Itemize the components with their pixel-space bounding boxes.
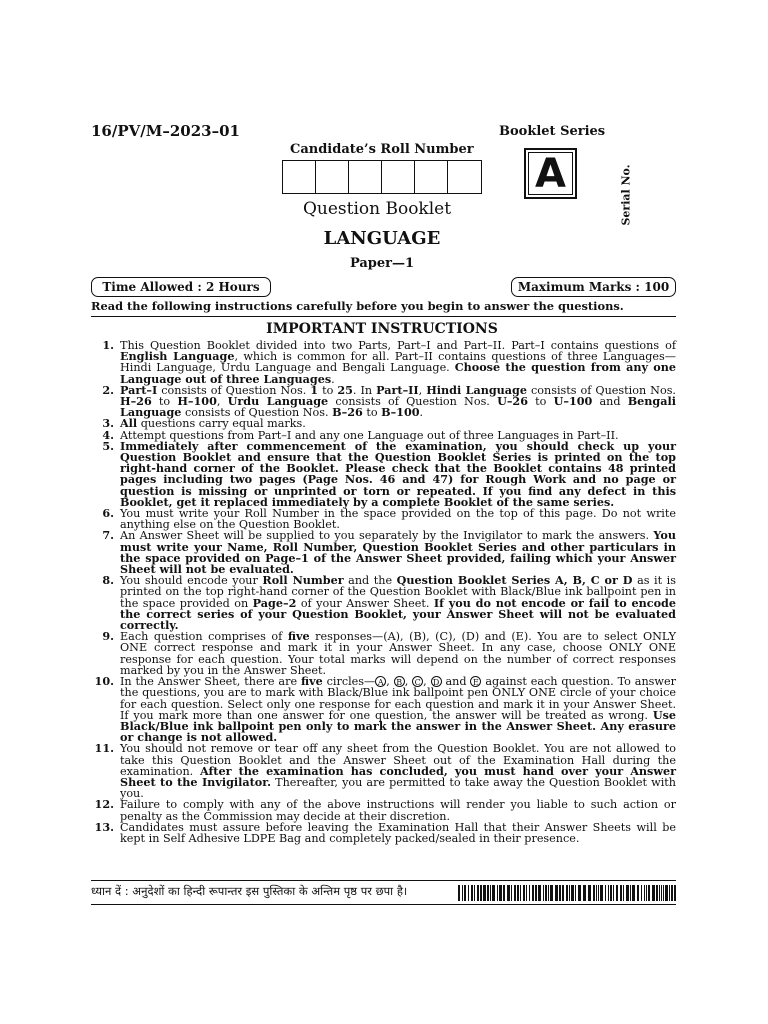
barcode-bar	[669, 885, 670, 901]
instruction-plain-text: .	[419, 406, 424, 420]
instruction-text	[120, 530, 676, 575]
barcode-bar	[520, 885, 521, 901]
barcode-bar	[663, 885, 664, 901]
instruction-plain-text: consists of Question Nos.	[328, 395, 498, 409]
instruction-plain-text: Attempt questions from Part–I and any one Language out of three Languages in Part–II.	[120, 428, 619, 442]
instruction-bold-text: Use Black/Blue ink ballpoint pen only to mark the answer in the Answer Sheet. Any erasure or change is not allowed.	[120, 707, 676, 745]
paper-title	[0, 256, 768, 271]
instruction-bold-text: five	[300, 674, 323, 689]
paper-text: Paper—1	[349, 256, 415, 271]
barcode-bar	[566, 885, 568, 901]
booklet-title	[0, 199, 768, 219]
booklet-title-text: Question Booklet	[302, 199, 452, 219]
roll-number-label: Candidate’s Roll Number	[290, 142, 474, 157]
instruction-plain-text: An Answer Sheet will be supplied to you separately by the Invigilator to mark the answers.	[120, 529, 654, 543]
barcode-bar	[523, 885, 525, 901]
barcode-bar	[503, 885, 505, 901]
barcode-bar	[652, 885, 655, 901]
instruction-bold-text: Part–II	[376, 382, 419, 397]
serial-label: Serial No.	[619, 164, 633, 226]
barcode-bar	[480, 885, 482, 901]
divider	[91, 880, 676, 881]
barcode-bar	[550, 885, 553, 901]
barcode-bar	[605, 885, 606, 901]
instruction-plain-text: of your Answer Sheet.	[296, 596, 434, 610]
option-circle-icon: C	[412, 676, 423, 687]
hindi-note: ध्यान दें : अनुदेशों का हिन्दी रूपान्तर इस पुस्तिका के अन्तिम पृष्ठ पर छपा है।	[91, 884, 408, 898]
instruction-item	[91, 799, 676, 821]
barcode-bar	[610, 885, 612, 901]
instruction-text	[120, 799, 676, 821]
barcode-bar	[535, 885, 537, 901]
instruction-plain-text: In the Answer Sheet, there are	[120, 675, 301, 689]
instruction-plain-text: ,	[216, 395, 228, 409]
instruction-plain-text: You must write your Roll Number in the space provided on the top of this page. Do not write anything else on the Question Booklet.	[120, 507, 676, 532]
instruction-bold-text: B–100	[381, 405, 420, 420]
barcode-bar	[468, 885, 469, 901]
barcode-bar	[613, 885, 614, 901]
barcode-bar	[630, 885, 631, 901]
instruction-plain-text: ,	[386, 675, 394, 689]
serial-number-area	[606, 160, 646, 230]
instruction-number: 12.	[94, 797, 114, 812]
instruction-bold-text: 1	[310, 382, 319, 397]
barcode-bar	[474, 885, 475, 901]
instruction-plain-text: and	[592, 395, 628, 409]
barcode-bar	[562, 885, 564, 901]
roll-digit-box[interactable]	[448, 161, 481, 193]
barcode-bar	[578, 885, 581, 901]
roll-number-boxes[interactable]	[282, 160, 482, 194]
barcode-bar	[497, 885, 498, 901]
barcode-bar	[608, 885, 609, 901]
barcode-bar	[671, 885, 673, 901]
instruction-number: 11.	[94, 741, 114, 756]
barcode-bar	[637, 885, 639, 901]
instruction-number: 1.	[102, 338, 114, 352]
option-circle-icon: E	[470, 676, 481, 687]
barcode-bar	[665, 885, 668, 901]
instruction-bold-text: Page–2	[252, 595, 297, 610]
instruction-item	[91, 382, 676, 420]
instruction-plain-text: against each question. To answer the questions, you are to mark with Black/Blue ink ballpoint pen ONLY ONE circle of your choice for each question. Select only one response for each question and mark it in your Answer Sheet. If you mark more than one answer for one question, the answer will be treated as wrong.	[120, 675, 676, 722]
barcode-bar	[575, 885, 576, 901]
instruction-bold-text: Part–I	[120, 382, 158, 397]
instruction-plain-text: to	[362, 406, 382, 420]
barcode-bar	[543, 885, 544, 901]
instruction-number: 7.	[102, 528, 114, 543]
option-circle-icon: A	[375, 676, 386, 687]
barcode-bar	[555, 885, 558, 901]
barcode-bar	[538, 885, 541, 901]
instruction-item	[91, 631, 676, 676]
instruction-plain-text: to	[318, 383, 338, 397]
instruction-bold-text: Question Booklet Series A, B, C or D	[396, 573, 633, 588]
instruction-text	[120, 676, 676, 743]
barcode-bar	[545, 885, 547, 901]
instruction-plain-text: ,	[423, 675, 431, 689]
barcode-bar	[596, 885, 597, 901]
barcode-bar	[623, 885, 624, 901]
roll-digit-box[interactable]	[415, 161, 448, 193]
instruction-bold-text: Choose the question from any one Language out of three Languages	[120, 360, 677, 386]
instruction-plain-text: consists of Question Nos.	[157, 383, 311, 397]
barcode-bar	[490, 885, 491, 901]
instruction-number: 6.	[102, 506, 114, 521]
divider	[91, 904, 676, 905]
instruction-text	[120, 508, 676, 530]
barcode-icon	[458, 885, 676, 901]
instruction-bold-text: Immediately after commencement of the examination, you should check up your Question Booklet and ensure that the Question Booklet Series is printed on the top right-hand corner of the Booklet. Please check that the Booklet contains 48 printed pages including two pages (Page Nos. 46 and 47) for Rough Work and no page or question is missing or unprinted or torn or repeated. If you find any defect in this Booklet, get it replaced immediately by a complete Booklet of the same series.	[120, 438, 676, 509]
instruction-plain-text: to	[527, 395, 554, 409]
barcode-bar	[492, 885, 495, 901]
barcode-bar	[526, 885, 527, 901]
instruction-bold-text: five	[287, 629, 310, 644]
instruction-plain-text: and	[441, 675, 471, 689]
booklet-series-label: Booklet Series	[499, 124, 606, 139]
instruction-bold-text: You must write your Name, Roll Number, Question Booklet Series and other particulars in the space provided on Page–1 of the Answer Sheet provided, failing which your Answer Sheet will not be evaluated.	[120, 528, 676, 577]
instruction-text	[120, 382, 676, 420]
instruction-number: 8.	[102, 573, 114, 588]
barcode-bar	[600, 885, 603, 901]
instruction-plain-text: . In	[352, 383, 377, 397]
series-letter: A	[528, 152, 573, 195]
barcode-bar	[598, 885, 599, 901]
instruction-plain-text: Thereafter, you are permitted to take away the Question Booklet with you.	[120, 775, 676, 801]
instruction-text	[120, 575, 676, 631]
instruction-item	[91, 743, 676, 799]
barcode-bar	[517, 885, 519, 901]
barcode-bar	[477, 885, 479, 901]
barcode-bar	[571, 885, 574, 901]
barcode-bar	[659, 885, 660, 901]
instruction-item	[91, 676, 676, 743]
instruction-bold-text: H–100	[177, 394, 217, 409]
series-box	[524, 148, 577, 199]
barcode-bar	[548, 885, 549, 901]
instruction-item	[91, 340, 676, 385]
barcode-bar	[588, 885, 591, 901]
booklet-code: 16/PV/M–2023–01	[91, 122, 240, 140]
instruction-plain-text: You should encode your	[120, 574, 263, 588]
barcode-bar	[646, 885, 647, 901]
instruction-plain-text: , which is common for all. Part–II contains questions of three Languages—Hindi Language, Urdu Language and Bengali Language.	[120, 350, 676, 375]
instruction-plain-text: Candidates must assure before leaving the Examination Hall that their Answer Sheets will be kept in Self Adhesive LDPE Bag and completely packed/sealed in their presence.	[120, 820, 676, 845]
instruction-plain-text: responses—(A), (B), (C), (D) and (E). You are to select ONLY ONE correct response and mark it in your Answer Sheet. In any case, choose ONLY ONE response for each question. Your total marks will depend on the number of correct responses marked by you in the Answer Sheet.	[120, 630, 677, 677]
instruction-text	[120, 743, 676, 799]
roll-digit-box[interactable]	[316, 161, 349, 193]
instruction-number: 4.	[102, 427, 114, 442]
instruction-text	[120, 438, 676, 509]
barcode-bar	[620, 885, 622, 901]
option-circle-icon: B	[394, 676, 405, 687]
barcode-bar	[626, 885, 629, 901]
instruction-item	[91, 819, 676, 845]
instruction-plain-text: as it is printed on the top right-hand corner of the Question Booklet with Black/Blue ink ballpoint pen in the space provided on	[120, 574, 676, 610]
barcode-bar	[514, 885, 516, 901]
instruction-plain-text: .	[331, 372, 335, 386]
instruction-text	[120, 631, 676, 676]
instructions-heading-text: IMPORTANT INSTRUCTIONS	[266, 321, 498, 337]
instruction-bold-text: 25	[337, 382, 353, 397]
barcode-bar	[462, 885, 463, 901]
barcode-bar	[507, 885, 510, 901]
instruction-plain-text: consists of Question Nos.	[181, 406, 333, 420]
read-instructions-note: Read the following instructions carefully before you begin to answer the questions.	[91, 299, 624, 313]
barcode-bar	[483, 885, 486, 901]
subject-title	[0, 228, 768, 249]
instruction-bold-text: Bengali Language	[120, 394, 676, 420]
instruction-bold-text: If you do not encode or fail to encode the correct series of your Question Booklet, your Answer Sheet will not be evaluated correctly.	[120, 595, 676, 633]
instruction-bold-text: H–26	[120, 394, 152, 409]
barcode-bar	[593, 885, 595, 901]
barcode-bar	[532, 885, 534, 901]
barcode-bar	[487, 885, 489, 901]
barcode-bar	[661, 885, 662, 901]
instruction-bold-text: Roll Number	[262, 573, 344, 588]
barcode-bar	[529, 885, 530, 901]
instruction-item	[91, 438, 676, 509]
roll-digit-box[interactable]	[283, 161, 316, 193]
instruction-number: 9.	[102, 629, 114, 644]
instruction-plain-text: consists of Question Nos.	[526, 383, 676, 397]
barcode-bar	[471, 885, 473, 901]
roll-digit-box[interactable]	[349, 161, 382, 193]
instruction-item	[91, 575, 676, 631]
barcode-bar	[644, 885, 645, 901]
instruction-text	[120, 822, 676, 844]
instruction-number: 3.	[102, 416, 114, 431]
option-circle-icon: D	[431, 676, 442, 687]
barcode-bar	[569, 885, 570, 901]
instruction-bold-text: English Language	[120, 349, 235, 364]
barcode-bar	[674, 885, 676, 901]
instruction-item	[91, 508, 676, 530]
barcode-bar	[458, 885, 460, 901]
instruction-plain-text: ,	[404, 675, 413, 689]
instruction-number: 2.	[102, 382, 114, 397]
time-allowed-badge: Time Allowed : 2 Hours	[91, 277, 271, 297]
instruction-plain-text: circles—	[322, 675, 376, 689]
barcode-bar	[656, 885, 658, 901]
divider	[91, 316, 676, 317]
barcode-bar	[641, 885, 642, 901]
instruction-plain-text: and the	[343, 574, 397, 588]
instruction-number: 5.	[102, 438, 114, 453]
instruction-plain-text: Each question comprises of	[120, 630, 288, 644]
instruction-item	[91, 530, 676, 575]
instruction-bold-text: U–26	[497, 394, 528, 409]
instruction-text	[120, 340, 676, 385]
instruction-bold-text: Hindi Language	[426, 382, 527, 397]
instruction-number: 13.	[94, 819, 114, 834]
instruction-number: 10.	[94, 674, 114, 689]
barcode-bar	[559, 885, 561, 901]
instructions-list	[91, 340, 676, 844]
barcode-bar	[616, 885, 618, 901]
instruction-plain-text: This Question Booklet divided into two Parts, Part–I and Part–II. Part–I contains questions of	[120, 339, 676, 352]
instructions-heading	[0, 321, 768, 337]
instruction-plain-text: Failure to comply with any of the above instructions will render you liable to such action or penalty as the Commission may decide at their discretion.	[120, 798, 676, 823]
instruction-plain-text: ,	[418, 383, 427, 397]
subject-text: LANGUAGE	[323, 228, 441, 249]
barcode-bar	[648, 885, 650, 901]
barcode-bar	[583, 885, 586, 901]
instruction-bold-text: Urdu Language	[227, 394, 329, 409]
barcode-bar	[632, 885, 635, 901]
barcode-bar	[499, 885, 502, 901]
instruction-bold-text: B–26	[332, 405, 363, 420]
instruction-plain-text: to	[151, 395, 178, 409]
barcode-bar	[511, 885, 512, 901]
barcode-bar	[464, 885, 466, 901]
max-marks-badge: Maximum Marks : 100	[511, 277, 676, 297]
instruction-plain-text: questions carry equal marks.	[137, 417, 306, 431]
instruction-plain-text: You should not remove or tear off any sheet from the Question Booklet. You are not allowed to take this Question Booklet and the Answer Sheet out of the Examination Hall during the examination.	[120, 742, 676, 778]
instruction-bold-text: All	[120, 416, 138, 431]
roll-digit-box[interactable]	[382, 161, 415, 193]
instruction-bold-text: After the examination has concluded, you must hand over your Answer Sheet to the Invigilator.	[120, 763, 676, 789]
instruction-bold-text: U–100	[553, 394, 593, 409]
